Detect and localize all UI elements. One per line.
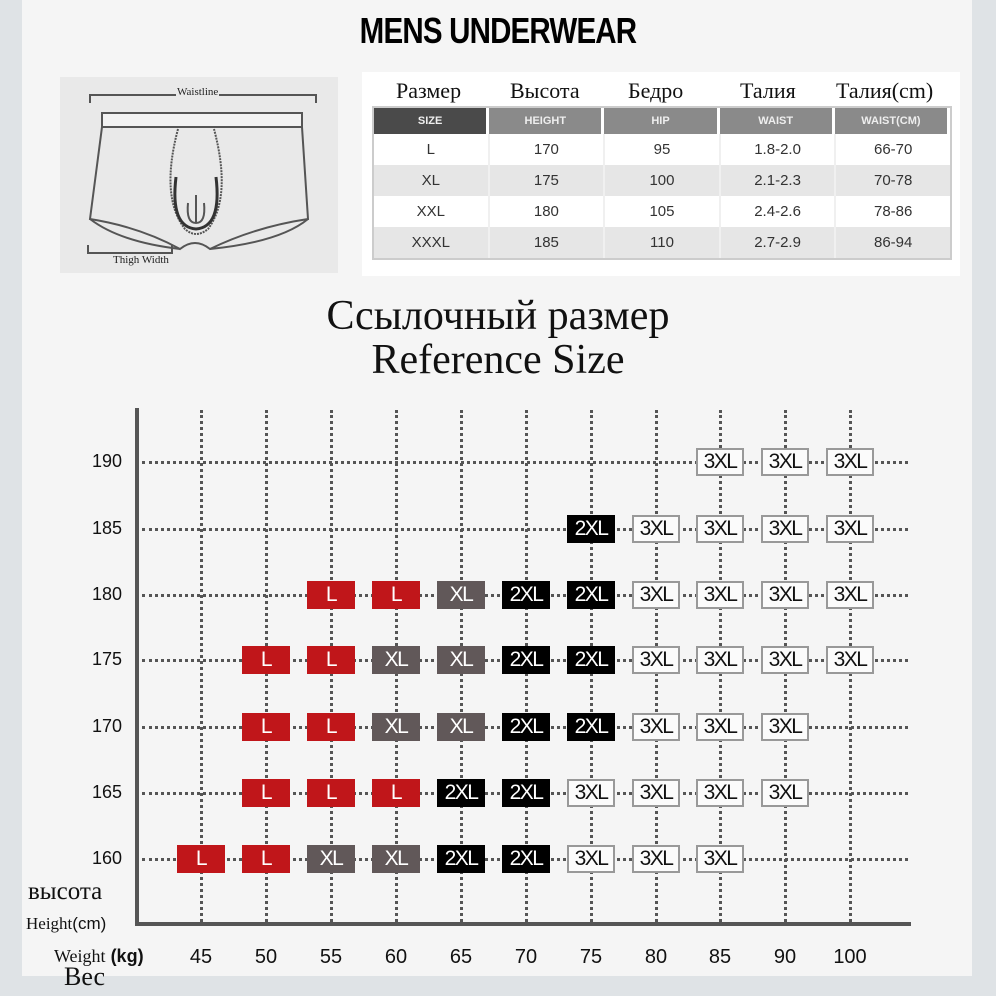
x-tick-label: 85 <box>708 946 732 968</box>
x-tick-label: 100 <box>833 946 867 968</box>
cell-hip: 95 <box>605 134 721 165</box>
cell-waist-cm: 78-86 <box>873 203 913 220</box>
y-tick-label: 175 <box>91 649 122 669</box>
cell-height: 175 <box>490 165 606 196</box>
cell-height: 180 <box>490 196 606 227</box>
x-axis <box>135 922 911 926</box>
size-badge-3xl: 3XL <box>826 581 874 609</box>
size-badge-3xl: 3XL <box>632 581 680 609</box>
x-tick-label: 55 <box>319 946 343 968</box>
x-axis-label-text: Weight <box>54 946 106 966</box>
cell-height: 185 <box>490 227 606 258</box>
size-badge-l: L <box>307 779 355 807</box>
size-badge-3xl: 3XL <box>632 713 680 741</box>
table-row <box>374 165 950 196</box>
ru-header-hip: Бедро <box>628 78 684 103</box>
x-tick-label: 80 <box>644 946 668 968</box>
cell-waist: 2.4-2.6 <box>721 196 837 227</box>
x-tick-label: 65 <box>449 946 473 968</box>
size-badge-3xl: 3XL <box>632 646 680 674</box>
size-badge-xl: XL <box>307 845 355 873</box>
y-axis <box>135 408 139 926</box>
size-badge-2xl: 2XL <box>502 845 550 873</box>
size-badge-3xl: 3XL <box>696 581 744 609</box>
size-badge-2xl: 2XL <box>567 515 615 543</box>
y-axis-unit: (cm) <box>72 914 107 933</box>
size-badge-l: L <box>242 845 290 873</box>
x-axis-unit: (kg) <box>110 946 144 966</box>
size-badge-3xl: 3XL <box>761 448 809 476</box>
size-badge-l: L <box>242 646 290 674</box>
size-badge-2xl: 2XL <box>502 713 550 741</box>
size-badge-3xl: 3XL <box>826 646 874 674</box>
y-axis-label-ru: высота <box>28 878 103 905</box>
size-badge-l: L <box>307 581 355 609</box>
underwear-outline-icon <box>60 77 338 273</box>
size-badge-l: L <box>177 845 225 873</box>
waistline-label: Waistline <box>177 86 219 98</box>
y-tick-label: 185 <box>91 518 122 538</box>
y-tick-label: 180 <box>91 584 122 604</box>
size-badge-2xl: 2XL <box>437 779 485 807</box>
page-title: MENS UNDERWEAR <box>359 10 637 51</box>
size-table-panel <box>362 72 960 276</box>
table-header-row <box>374 108 950 134</box>
size-badge-2xl: 2XL <box>437 845 485 873</box>
table-row <box>374 227 950 258</box>
size-badge-l: L <box>372 779 420 807</box>
size-badge-2xl: 2XL <box>567 646 615 674</box>
cell-waist-cm: 66-70 <box>873 141 913 158</box>
size-badge-l: L <box>372 581 420 609</box>
size-badge-3xl: 3XL <box>761 581 809 609</box>
header-waist: WAIST <box>720 108 835 134</box>
subtitle-ru: Ссылочный размер <box>326 293 670 339</box>
size-badge-3xl: 3XL <box>761 713 809 741</box>
size-table <box>372 106 952 260</box>
cell-waist: 1.8-2.0 <box>721 134 837 165</box>
cell-waist: 2.7-2.9 <box>721 227 837 258</box>
table-row <box>374 196 950 227</box>
size-badge-xl: XL <box>372 646 420 674</box>
x-tick-label: 50 <box>254 946 278 968</box>
header-waist-cm: WAIST(CM) <box>835 108 950 134</box>
size-badge-3xl: 3XL <box>826 515 874 543</box>
size-badge-xl: XL <box>437 713 485 741</box>
size-badge-3xl: 3XL <box>696 646 744 674</box>
y-tick-label: 170 <box>91 716 122 736</box>
size-badge-xl: XL <box>437 646 485 674</box>
underwear-diagram <box>60 77 338 273</box>
cell-size: L <box>374 134 490 165</box>
size-badge-3xl: 3XL <box>632 515 680 543</box>
size-badge-l: L <box>242 713 290 741</box>
subtitle-en: Reference Size <box>371 337 625 383</box>
x-tick-label: 45 <box>189 946 213 968</box>
size-badge-3xl: 3XL <box>696 713 744 741</box>
cell-waist-cm: 70-78 <box>873 172 913 189</box>
size-badge-2xl: 2XL <box>502 581 550 609</box>
cell-size: XXL <box>374 196 490 227</box>
header-height: HEIGHT <box>489 108 604 134</box>
size-badge-3xl: 3XL <box>761 779 809 807</box>
x-tick-label: 60 <box>384 946 408 968</box>
ru-header-size: Размер <box>396 78 462 103</box>
ru-header-waist-cm: Талия(cm) <box>836 78 934 103</box>
ru-header-waist: Талия <box>740 78 796 103</box>
size-badge-2xl: 2XL <box>567 581 615 609</box>
table-row <box>374 134 950 165</box>
size-badge-l: L <box>307 646 355 674</box>
size-badge-3xl: 3XL <box>761 646 809 674</box>
cell-hip: 110 <box>605 227 721 258</box>
size-badge-3xl: 3XL <box>567 779 615 807</box>
size-badge-2xl: 2XL <box>502 646 550 674</box>
size-badge-3xl: 3XL <box>696 515 744 543</box>
size-badge-3xl: 3XL <box>761 515 809 543</box>
size-badge-3xl: 3XL <box>567 845 615 873</box>
size-badge-3xl: 3XL <box>632 845 680 873</box>
x-tick-label: 70 <box>514 946 538 968</box>
x-axis-label-ru: Вес <box>64 962 106 991</box>
size-badge-xl: XL <box>372 845 420 873</box>
header-size: SIZE <box>374 108 489 134</box>
cell-size: XL <box>374 165 490 196</box>
thigh-width-label: Thigh Width <box>113 254 169 266</box>
x-tick-label: 75 <box>579 946 603 968</box>
y-tick-label: 165 <box>91 782 122 802</box>
ru-header-height: Высота <box>510 78 580 103</box>
y-tick-label: 160 <box>91 848 122 868</box>
y-axis-label-text: Height <box>26 914 73 933</box>
cell-size: XXXL <box>374 227 490 258</box>
y-axis-label-en <box>26 914 106 934</box>
size-badge-3xl: 3XL <box>826 448 874 476</box>
size-badge-2xl: 2XL <box>502 779 550 807</box>
cell-height: 170 <box>490 134 606 165</box>
size-badge-3xl: 3XL <box>696 779 744 807</box>
cell-hip: 100 <box>605 165 721 196</box>
cell-waist-cm: 86-94 <box>873 234 913 251</box>
size-badge-3xl: 3XL <box>696 845 744 873</box>
x-tick-label: 90 <box>773 946 797 968</box>
size-badge-2xl: 2XL <box>567 713 615 741</box>
cell-waist: 2.1-2.3 <box>721 165 837 196</box>
header-hip: HIP <box>604 108 719 134</box>
y-tick-label: 190 <box>91 451 122 471</box>
size-badge-xl: XL <box>372 713 420 741</box>
cell-hip: 105 <box>605 196 721 227</box>
size-badge-3xl: 3XL <box>696 448 744 476</box>
size-badge-l: L <box>307 713 355 741</box>
size-badge-xl: XL <box>437 581 485 609</box>
size-badge-3xl: 3XL <box>632 779 680 807</box>
size-badge-l: L <box>242 779 290 807</box>
